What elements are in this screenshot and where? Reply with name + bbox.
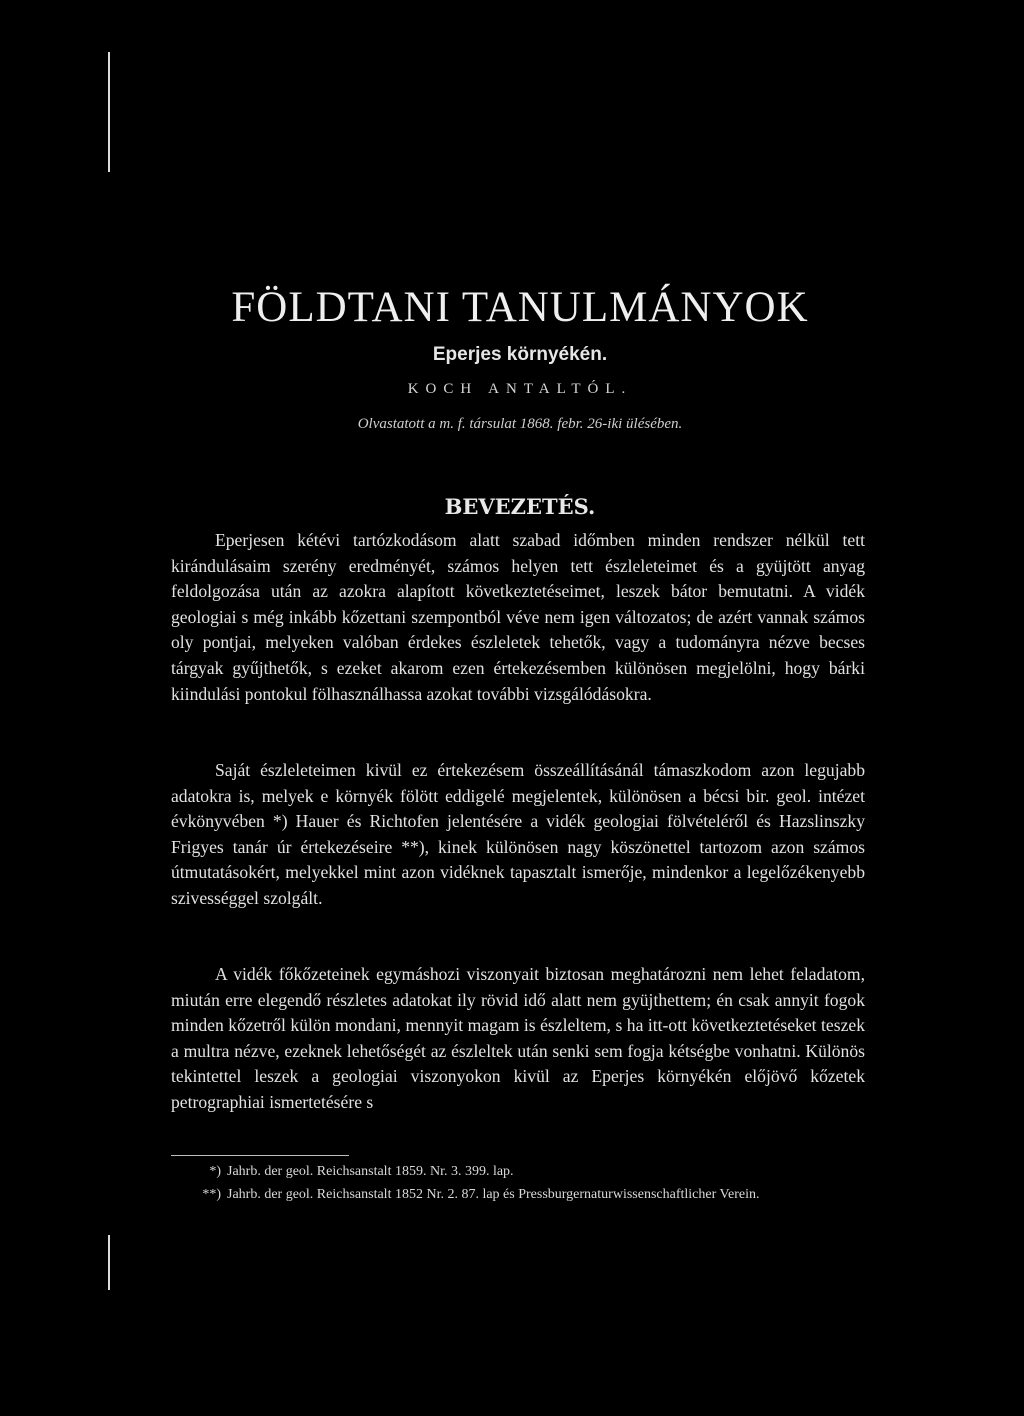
document-subtitle: Eperjes környékén.: [432, 344, 608, 365]
paragraph-text: A vidék főkőzeteinek egymáshozi viszonyait biztosan meghatározni nem lehet feladatom, miután erre elegendő részletes adatokat ily rövid idő alatt nem gyüjthettem; én csak annyit fogok minden kőzetről külön mondani, mennyit magam is észleltem, s ha itt-ott következtetéseket teszek a multra nézve, ezeknek lehetőségét az észleltek után senki sem fogja kétségbe vonhatni. Különös tekintettel leszek a geologiai viszonyokon kivül az Eperjes környékén előjövő kőzetek petrographiai ismertetésére s: [171, 964, 865, 1112]
paragraph-3: [171, 962, 865, 1116]
document-title: FÖLDTANI TANULMÁNYOK: [231, 284, 809, 331]
author-line: KOCH ANTALTÓL.: [407, 381, 633, 397]
paragraph-text: Saját észleleteimen kivül ez értekezésem összeállításánál támaszkodom azon legujabb adatokra is, melyek e környék fölött eddigelé megjelentek, különösen a bécsi bir. geol. intézet évkönyvében *) Hauer és Richtofen jelentésére a vidék geologiai fölvételéről és Hazslinszky Frigyes tanár úr értekezéseire **), kinek különösen nagy köszönettel tartozom azon számos útmutatásokért, melyekkel mint azon vidéknek tapasztalt ismerője, mindenkor a legelőzékenyebb szivességgel szolgált.: [171, 760, 865, 908]
section-heading: BEVEZETÉS.: [444, 494, 596, 519]
footnote-rule: [171, 1155, 349, 1156]
footnote-2: [171, 1185, 865, 1204]
read-note: Olvastatott a m. f. társulat 1868. febr. 26-iki ülésében.: [357, 416, 683, 432]
footnote-text: Jahrb. der geol. Reichsanstalt 1859. Nr. 3. 399. lap.: [227, 1164, 514, 1179]
scan-margin-line-top: [108, 52, 110, 172]
paragraph-1: [171, 528, 865, 707]
footnote-1: [171, 1162, 865, 1181]
footnote-mark: *): [209, 1164, 221, 1179]
footnote-mark: **): [202, 1187, 221, 1202]
paragraph-2: [171, 758, 865, 912]
footnote-text: Jahrb. der geol. Reichsanstalt 1852 Nr. 2. 87. lap és Pressburgernaturwissenschaftlicher Verein.: [227, 1187, 760, 1202]
paragraph-text: Eperjesen kétévi tartózkodásom alatt szabad időmben minden rendszer nélkül tett kirándulásaim szerény eredményét, számos helyen tett észleleteimet és a gyüjtött anyag feldolgozása után az azokra alapított következtetéseimet, leszek bátor bemutatni. A vidék geologiai s még inkább kőzettani szempontból véve nem igen változatos; de azért vannak számos oly pontjai, melyeken valóban érdekes észleletek tehetők, vagy a tudományra nézve becses tárgyak gyűjthetők, s ezeket akarom ezen értekezésemben különösen megjelölni, hogy bárki kiindulási pontokul fölhasználhassa azokat további vizsgálódásokra.: [171, 530, 865, 704]
scan-margin-line-bottom: [108, 1235, 110, 1290]
